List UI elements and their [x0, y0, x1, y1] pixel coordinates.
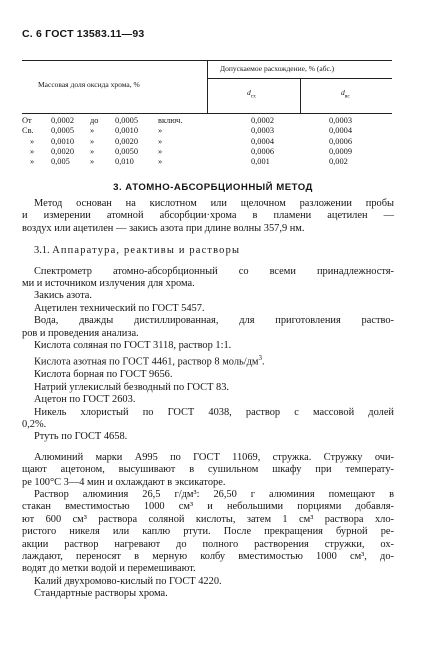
item-acetylene: Ацетилен технический по ГОСТ 5457. — [34, 302, 205, 314]
section-title: 3. АТОМНО-АБСОРБЦИОННЫЙ МЕТОД — [113, 182, 313, 193]
item-spectrometer-1: Спектрометр атомно-абсорбционный со всеми принадлежностя- — [34, 265, 394, 277]
item-water-1: Вода, дважды дистиллированная, для приготовления раство- — [34, 315, 394, 327]
table-row: » 0,0010 » 0,0020 » 0,0004 0,0006 — [30, 136, 353, 146]
table-col-divider-2 — [300, 78, 301, 113]
page-header: С. 6 ГОСТ 13583.11—93 — [22, 28, 145, 40]
al-line-3: ре 100°С 3—4 мин и охлаждают в эксикаторе. — [22, 476, 226, 488]
al-line-1: Алюминий марки А995 по ГОСТ 11069, стружка. Стружку очи- — [34, 451, 394, 463]
item-na2co3: Натрий углекислый безводный по ГОСТ 83. — [34, 381, 230, 393]
table-col-divider-1 — [207, 60, 208, 113]
table-header-bottom-rule — [22, 113, 392, 114]
al-line-2: щают ацетоном, высушивают в сушильном шкафу при температу- — [22, 464, 394, 476]
item-hg: Ртуть по ГОСТ 4658. — [34, 431, 128, 443]
item-nicl-1: Никель хлористый по ГОСТ 4038, раствор с массовой долей — [34, 406, 394, 418]
table-col1-header: Массовая доля оксида хрома, % — [38, 80, 140, 89]
al-solution-line-4: ристого никеля или каплю ртути. После прекращения бурной ре- — [22, 526, 394, 538]
al-solution-line-3: ют 600 см³ раствора соляной кислоты, затем 1 см³ раствора хло- — [22, 513, 394, 525]
al-solution-line-5: акции раствор нагревают до полного растворения стружки, ох- — [22, 538, 394, 550]
al-solution-line-2: стакан вместимостью 1000 см³ и небольшими порциями добавля- — [22, 501, 394, 513]
al-solution-line-1: Раствор алюминия 26,5 г/дм³: 26,50 г алюминия помещают в — [34, 489, 394, 500]
item-hno3: Кислота азотная по ГОСТ 4461, раствор 8 моль/$дм^3$. — [34, 354, 265, 368]
table-row: » 0,0020 » 0,0050 » 0,0006 0,0009 — [30, 146, 353, 156]
intro-line-3: воздух или ацетилен — закись азота при длине волны 357,9 нм. — [22, 222, 305, 234]
table-subheader-dvs: $d_{вс}$ — [341, 88, 350, 100]
table-row: От 0,0002 до 0,0005 включ. 0,0002 0,0003 — [22, 116, 353, 125]
table-body — [22, 116, 392, 167]
table-row: » 0,005 » 0,010 » 0,001 0,002 — [30, 157, 348, 167]
table-row: Св. 0,0005 » 0,0010 » 0,0003 0,0004 — [22, 126, 353, 136]
item-n2o: Закись азота. — [34, 290, 92, 302]
item-water-2: ров и проведения анализа. — [22, 327, 139, 339]
al-solution-line-7: водят до метки водой и перемешивают. — [22, 563, 196, 575]
table-group-header: Допускаемое расхождение, % (абс.) — [220, 64, 335, 73]
item-acetone: Ацетон по ГОСТ 2603. — [34, 394, 136, 406]
item-standards: Стандартные растворы хрома. — [34, 588, 168, 600]
body-text — [22, 198, 394, 601]
item-hcl: Кислота соляная по ГОСТ 3118, раствор 1:1. — [34, 340, 232, 352]
item-nicl-2: 0,2%. — [22, 418, 47, 430]
al-solution-line-6: лаждают, переносят в мерную колбу вместимостью 1000 см³, до- — [22, 551, 394, 563]
intro-line-1: Метод основан на кислотном или щелочном разложении пробы — [34, 198, 394, 209]
item-dichromate: Калий двухромово-кислый по ГОСТ 4220. — [34, 575, 222, 587]
subsection-heading: 3.1. Аппаратура, реактивы и растворы — [34, 245, 241, 257]
item-boric: Кислота борная по ГОСТ 9656. — [34, 369, 173, 381]
item-spectrometer-2: ми и источником излучения для хрома. — [22, 278, 195, 290]
table-subheader-dcx: $d_{сх}$ — [247, 88, 256, 100]
intro-line-2: и измерении атомной абсорбции·хрома в пламени ацетилен — — [22, 210, 394, 222]
